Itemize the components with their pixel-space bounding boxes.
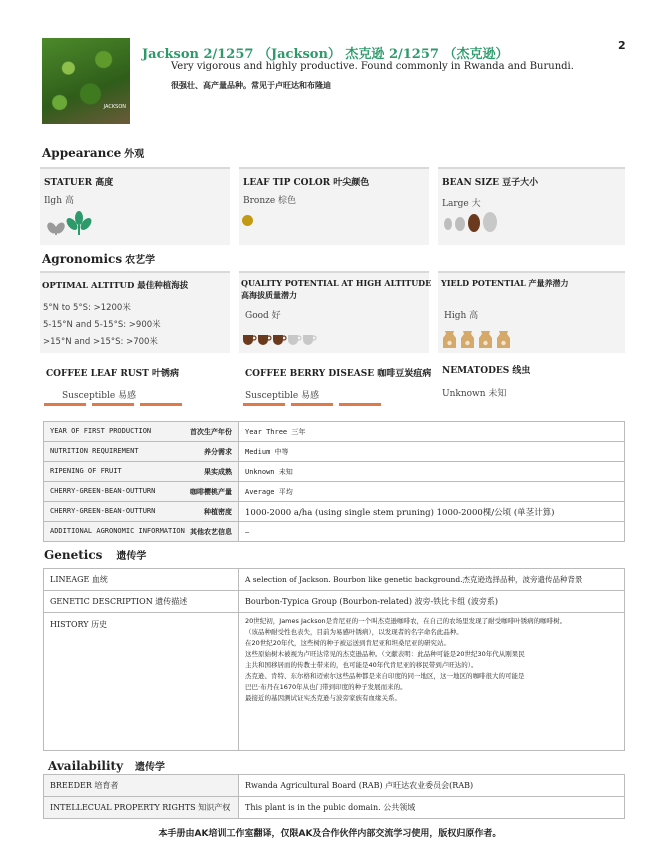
small-plant-icon [45,221,66,235]
large-plant-icon [64,211,93,235]
table-row [44,522,625,542]
detail-value: — [239,522,625,542]
lineage-label: LINEAGE 血统 [44,569,239,591]
history-line: 这些原始树木被视为卢旺达常见的杰克逊品种。（文献表明：此品种可能是20世纪30年代从刚果民 [245,650,525,658]
appearance-heading: Appearance 外观 [42,146,145,160]
coffee-cup-icon [288,335,301,345]
coffee-sack-icon [497,331,510,348]
history-line: 主共和国移居而的传教士带来的，也可能是40年代肯尼亚的移民带到卢旺达的）。 [245,661,478,669]
history-line: 杰克逊、肯特、东尔格和迈索尔这些品种都是来自印度的同一地区，这一地区的咖啡很大的可能是 [245,672,525,680]
genetics-heading: Genetics 遗传学 [44,548,147,562]
coffee-sack-icon [479,331,492,348]
stature-value: Ilgh 高 [44,196,74,206]
detail-label-en: NUTRITION REQUIREMENT [50,446,139,455]
detail-label-en: CHERRY-GREEN-BEAN-OUTTURN [50,486,156,495]
agronomics-heading: Agronomics 农艺学 [42,252,156,266]
detail-label-cn: 种植密度 [204,507,232,516]
history-label: HISTORY 历史 [44,613,239,751]
detail-label-en: YEAR OF FIRST PRODUCTION [50,426,152,435]
quality-label-cn: 高海拔质量潜力 [241,290,297,300]
berry-disease-bar [291,403,333,406]
genetics-table [43,568,625,751]
detail-label-en: ADDITIONAL AGRONOMIC INFORMATION [50,526,185,535]
berry-disease-value: Susceptible 易感 [245,391,320,401]
detail-value: Unknown 未知 [239,462,625,482]
description-en: Very vigorous and highly productive. Found commonly in Rwanda and Burundi. [171,61,574,72]
detail-label-cn: 果实成熟 [204,467,232,476]
detail-label [44,442,239,462]
detail-label-cn: 咖啡樱桃产量 [190,487,232,496]
table-row [44,482,625,502]
detail-label [44,422,239,442]
leaf-tip-value: Bronze 棕色 [243,196,297,206]
detail-label [44,482,239,502]
variety-title: Jackson 2/1257 （Jackson） 杰克逊 2/1257 （杰克逊） [142,47,509,62]
altitude-row: 5-15°N and 5-15°S: >900米 [43,320,161,330]
detail-label-en: CHERRY-GREEN-BEAN-OUTTURN [50,506,156,515]
quality-card [239,271,432,353]
leaf-rust-value: Susceptible 易感 [62,391,137,401]
table-row [44,462,625,482]
leaf-rust-label: COFFEE LEAF RUST 叶锈病 [46,369,179,379]
details-table [43,421,625,542]
history-line: （该品种耐受性也表失，目前为易感叶锈病），以发现者的名字命名此品种。 [245,628,463,636]
detail-label-en: RIPENING OF FRUIT [50,466,122,475]
history-line: 20世纪初，James Jackson是肯尼亚的一个叫杰克逊咖啡农，在自己的农场里发现了耐受咖啡叶锈病的咖啡树。 [245,617,567,625]
altitude-row: 5°N to 5°S: >1200米 [43,303,131,313]
genetic-description-value: Bourbon-Typica Group (Bourbon-related) 波旁-铁比卡组 (波旁系) [239,591,625,613]
leaf-rust-bar [44,403,86,406]
table-row [44,569,625,591]
yield-label: YIELD POTENTIAL 产量养潜力 [441,278,569,288]
yield-value: High 高 [444,311,479,321]
yield-sack-icons [442,329,532,349]
table-row [44,442,625,462]
yield-card [438,271,625,353]
stature-label: STATUER 高度 [44,178,114,188]
detail-label-cn: 其他农艺信息 [190,527,232,536]
detail-value: 1000-2000 a/ha (using single stem pruning) 1000-2000棵/公顷 (单茎计算) [239,502,625,522]
nematodes-label: NEMATODES 线虫 [442,366,531,376]
leaf-tip-card [239,167,429,245]
detail-label-cn: 养分需求 [204,447,232,456]
table-row [44,613,625,751]
page-number: 2 [618,39,626,52]
photo-caption: JACKSON [103,104,126,110]
table-row [44,502,625,522]
detail-value: Medium 中等 [239,442,625,462]
history-line: 最接近的基因测试证实杰克逊与波旁家族有血缘关系。 [245,694,401,702]
coffee-sack-icon [443,331,456,348]
bean-size-card [438,167,625,245]
ip-label: INTELLECUAL PROPERTY RIGHTS 知识产权 [44,797,239,819]
history-text [239,613,625,751]
leaf-rust-bar [140,403,182,406]
quality-value: Good 好 [245,311,281,321]
breeder-value: Rwanda Agricultural Board (RAB) 卢旺达农业委员会(RAB) [239,775,625,797]
detail-label [44,522,239,542]
quality-label: QUALITY POTENTIAL AT HIGH ALTITUDE [241,278,432,288]
berry-disease-block [245,366,431,401]
availability-table [43,774,625,819]
altitude-label: OPTIMAL ALTITUD 最佳种植海拔 [42,281,189,291]
detail-value: Average 平均 [239,482,625,502]
detail-value: Year Three 三年 [239,422,625,442]
detail-label [44,502,239,522]
coffee-cup-icon [273,335,286,345]
breeder-label: BREEDER 培育者 [44,775,239,797]
detail-label [44,462,239,482]
table-row [44,797,625,819]
coffee-cup-icon [303,335,316,345]
detail-label-cn: 首次生产年份 [190,427,232,436]
lineage-value: A selection of Jackson. Bourbon like genetic background.杰克逊选择品种，波旁遗传品种背景 [239,569,625,591]
ip-value: This plant is in the pubic domain. 公共领域 [239,797,625,819]
altitude-row: >15°N and >15°S: >700米 [43,337,158,347]
plant-icons [43,209,103,237]
berry-disease-bar [339,403,381,406]
bronze-swatch-icon [242,215,253,226]
description-cn: 很强壮、高产量品种。常见于卢旺达和布隆迪 [171,81,331,90]
history-line: 在20世纪20年代，这些树的种子被运送到肯尼亚和坦桑尼亚的研究站。 [245,639,451,647]
quality-cup-icons [243,333,333,349]
coffee-cup-icon [258,335,271,345]
bean-size-label: BEAN SIZE 豆子大小 [442,178,539,188]
bean-size-icons [440,211,510,233]
bean-size-value: Large 大 [442,199,481,209]
variety-photo [42,38,130,124]
berry-disease-label: COFFEE BERRY DISEASE 咖啡豆炭疽病 [245,369,432,379]
stature-card [40,167,230,245]
leaf-rust-bar [92,403,134,406]
leaf-tip-label: LEAF TIP COLOR 叶尖颜色 [243,178,370,188]
nematodes-value: Unknown 未知 [442,389,507,399]
footer-note: 本手册由AK培训工作室翻译，仅限AK及合作伙伴内部交流学习使用，版权归原作者。 [158,829,502,839]
coffee-cup-icon [243,335,256,345]
table-row [44,591,625,613]
table-row [44,775,625,797]
coffee-sack-icon [461,331,474,348]
berry-disease-bar [243,403,285,406]
leaf-rust-block [46,366,179,401]
altitude-card [40,271,230,353]
history-line: 巴巴·布丹在1670年从也门带到印度的种子发展而来的。 [245,683,407,691]
nematodes-block [442,363,530,399]
table-row [44,422,625,442]
genetic-description-label: GENETIC DESCRIPTION 遗传描述 [44,591,239,613]
availability-heading: Availability 遗传学 [48,759,166,773]
